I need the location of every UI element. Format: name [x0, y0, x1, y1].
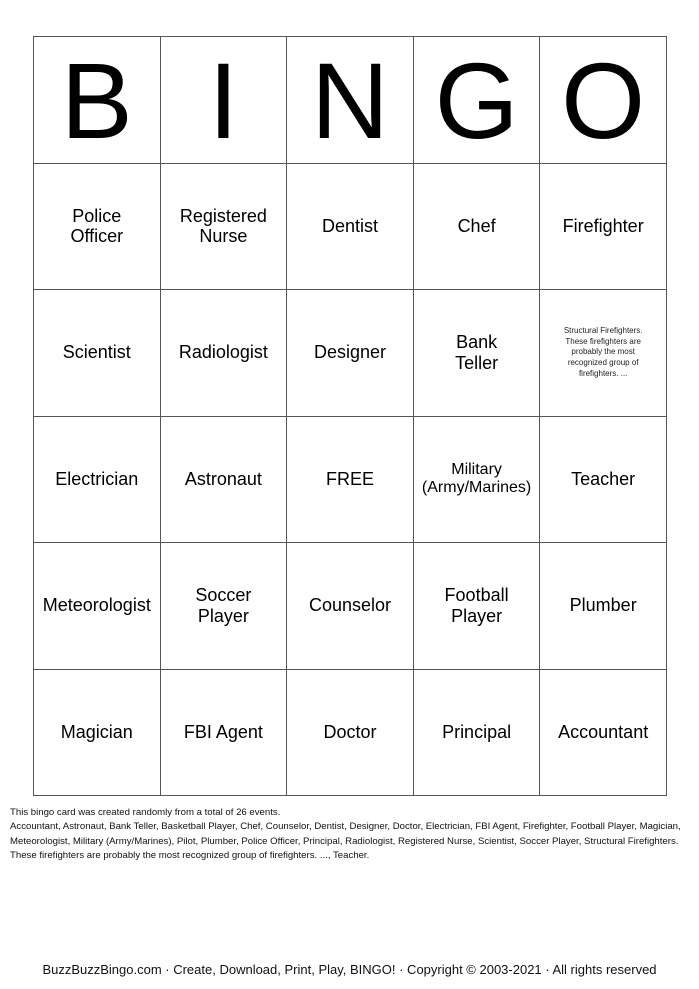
header-letter-g: G [413, 37, 540, 164]
bingo-cell: Doctor [287, 669, 414, 796]
bingo-card [33, 36, 667, 796]
bingo-cell: Police Officer [34, 163, 161, 290]
bingo-cell free-space: FREE [287, 416, 414, 543]
bingo-row [34, 163, 667, 290]
bingo-cell: Plumber [540, 543, 667, 670]
bingo-cell: Chef [413, 163, 540, 290]
bingo-cell: Principal [413, 669, 540, 796]
bingo-row [34, 543, 667, 670]
bingo-row [34, 669, 667, 796]
bingo-cell: Teacher [540, 416, 667, 543]
bingo-cell: Counselor [287, 543, 414, 670]
bingo-cell: Soccer Player [160, 543, 287, 670]
bingo-cell: Dentist [287, 163, 414, 290]
bingo-cell: Firefighter [540, 163, 667, 290]
header-letter-b: B [34, 37, 161, 164]
bingo-cell: Meteorologist [34, 543, 161, 670]
bingo-cell: Designer [287, 290, 414, 417]
bingo-cell: Radiologist [160, 290, 287, 417]
bingo-cell: Military (Army/Marines) [413, 416, 540, 543]
bingo-cell: Bank Teller [413, 290, 540, 417]
bingo-row [34, 290, 667, 417]
bingo-cell: Scientist [34, 290, 161, 417]
card-info-event-list: Accountant, Astronaut, Bank Teller, Basketball Player, Chef, Counselor, Dentist, Designer, Doctor, Electrician, FBI Agent, Firefighter, Football Player, Magician, Meteorologist, Military (Army/Marines), Pilot, Plumber, Police Officer, Principal, Radiologist, Registered Nurse, Scientist, Soccer Player, Structural Firefighters. These firefighters are probably the most recognized group of firefighters. ..., Teacher. [10, 821, 681, 862]
bingo-cell: Astronaut [160, 416, 287, 543]
header-letter-i: I [160, 37, 287, 164]
bingo-cell: Football Player [413, 543, 540, 670]
bingo-header-row [34, 37, 667, 164]
bingo-row [34, 416, 667, 543]
bingo-cell: Structural Firefighters. These firefighters are probably the most recognized group of firefighters. ... [540, 290, 667, 417]
header-letter-o: O [540, 37, 667, 164]
card-info-summary: This bingo card was created randomly from a total of 26 events. [10, 807, 281, 818]
footer-copyright: BuzzBuzzBingo.com · Create, Download, Print, Play, BINGO! · Copyright © 2003-2021 · All rights reserved [42, 962, 657, 977]
card-info [10, 806, 690, 864]
bingo-cell: Accountant [540, 669, 667, 796]
bingo-cell: FBI Agent [160, 669, 287, 796]
header-letter-n: N [287, 37, 414, 164]
bingo-cell: Electrician [34, 416, 161, 543]
bingo-cell: Registered Nurse [160, 163, 287, 290]
bingo-cell: Magician [34, 669, 161, 796]
